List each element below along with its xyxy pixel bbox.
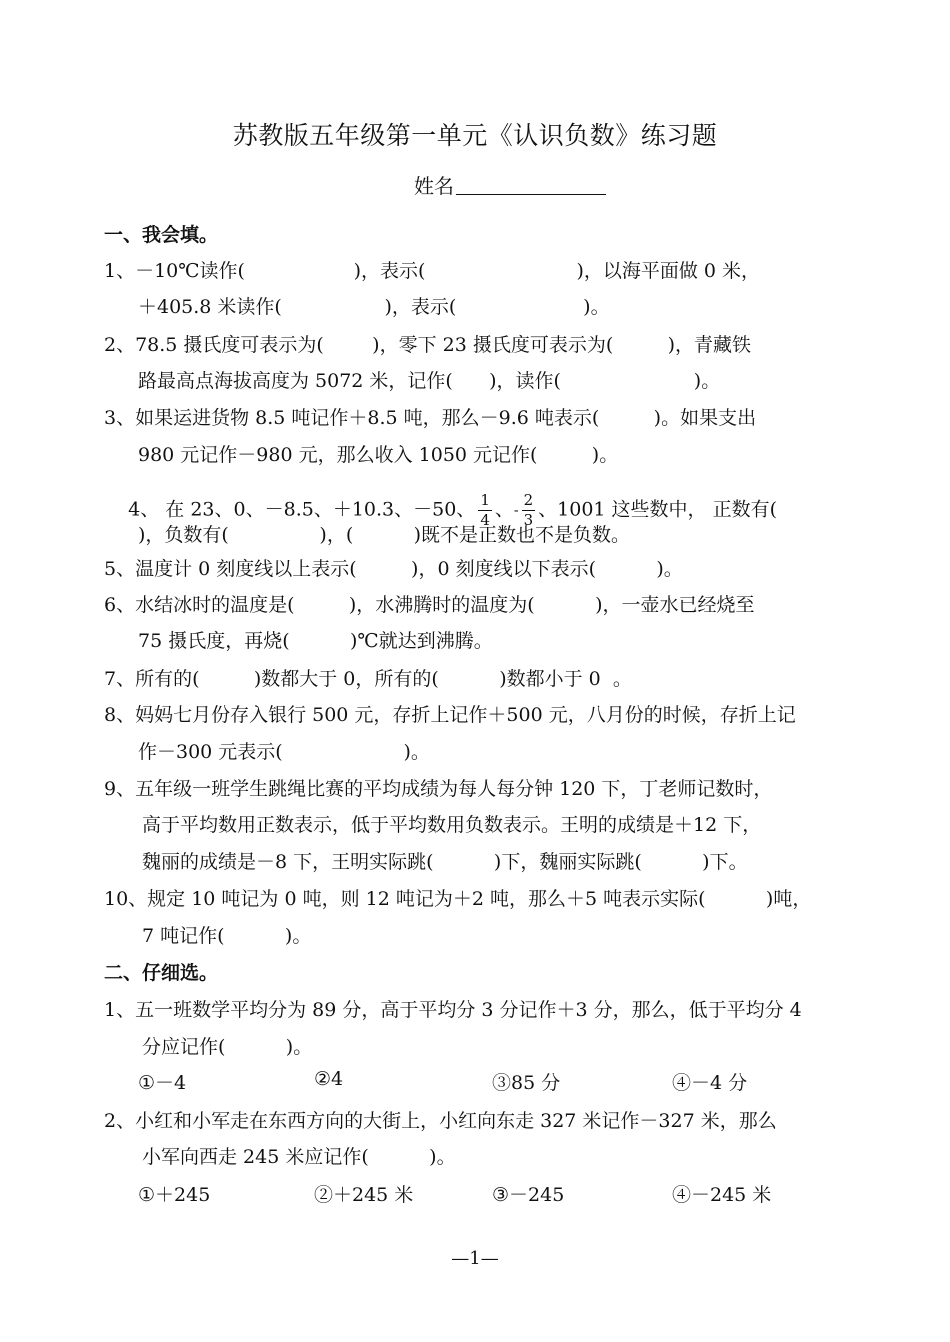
q2-line1: 2、78.5 摄氏度可表示为( )，零下 23 摄氏度可表示为( )，青藏铁: [104, 334, 752, 356]
fraction-numerator: 1: [480, 491, 490, 509]
q9-line3: 魏丽的成绩是－8 下，王明实际跳( )下，魏丽实际跳( )下。: [142, 851, 748, 873]
q7-line: 7、所有的( )数都大于 0，所有的( )数都小于 0 。: [104, 668, 632, 690]
name-field: [414, 170, 606, 199]
s2-q2-option-1: ①＋245: [138, 1184, 211, 1206]
q4-line1-end: 、1001 这些数中， 正数有(: [538, 498, 778, 521]
s2-q2-line1: 2、小红和小军走在东西方向的大街上，小红向东走 327 米记作－327 米，那么: [104, 1110, 777, 1132]
s2-q2-line2: 小军向西走 245 米应记作( )。: [142, 1146, 456, 1168]
negative-sign: -: [513, 502, 519, 519]
q6-line2: 75 摄氏度，再烧( )℃就达到沸腾。: [138, 630, 493, 652]
q8-line1: 8、妈妈七月份存入银行 500 元，存折上记作＋500 元，八月份的时候，存折上记: [104, 704, 796, 726]
q10-line1: 10、规定 10 吨记为 0 吨，则 12 吨记为＋2 吨，那么＋5 吨表示实际( )吨，: [104, 888, 812, 910]
name-blank: [456, 174, 606, 195]
page-title: 苏教版五年级第一单元《认识负数》练习题: [232, 121, 718, 150]
q8-line2: 作－300 元表示( )。: [138, 741, 430, 763]
s2-q1-option-1: ①－4: [138, 1072, 187, 1094]
section-1-heading: 一、我会填。: [104, 224, 219, 246]
q3-line2: 980 元记作－980 元，那么收入 1050 元记作( )。: [138, 444, 619, 466]
q9-line2: 高于平均数用正数表示，低于平均数用负数表示。王明的成绩是＋12 下，: [142, 814, 762, 836]
q4-line2: )，负数有( )，( )既不是正数也不是负数。: [138, 524, 631, 546]
q10-line2: 7 吨记作( )。: [142, 925, 312, 947]
q4-separator: 、: [494, 498, 514, 521]
q1-line2: ＋405.8 米读作( )，表示( )。: [138, 296, 610, 318]
q3-line1: 3、如果运进货物 8.5 吨记作＋8.5 吨，那么－9.6 吨表示( )。如果支出: [104, 407, 757, 429]
s2-q1-option-2: ②4: [314, 1068, 344, 1090]
q1-line1: 1、－10℃读作( )，表示( )，以海平面做 0 米，: [104, 260, 761, 282]
q9-line1: 9、五年级一班学生跳绳比赛的平均成绩为每人每分钟 120 下，丁老师记数时，: [104, 778, 773, 800]
s2-q2-option-2: ②＋245 米: [314, 1184, 414, 1206]
name-label: 姓名: [414, 174, 454, 198]
q5-line: 5、温度计 0 刻度线以上表示( )，0 刻度线以下表示( )。: [104, 558, 683, 580]
s2-q1-option-4: ④－4 分: [672, 1072, 748, 1094]
s2-q2-option-4: ④－245 米: [672, 1184, 772, 1206]
q6-line1: 6、水结冰时的温度是( )，水沸腾时的温度为( )，一壶水已经烧至: [104, 594, 755, 616]
page-number: —1—: [451, 1248, 499, 1269]
s2-q1-line1: 1、五一班数学平均分为 89 分，高于平均分 3 分记作＋3 分，那么，低于平均分 4: [104, 999, 802, 1021]
fraction-denominator: 3: [523, 511, 534, 529]
q2-line2: 路最高点海拔高度为 5072 米，记作( )，读作( )。: [138, 370, 721, 392]
s2-q2-option-3: ③－245: [492, 1184, 565, 1206]
section-2-heading: 二、仔细选。: [104, 962, 219, 984]
fraction-denominator: 4: [480, 511, 490, 529]
fraction-numerator: 2: [523, 491, 534, 509]
s2-q1-line2: 分应记作( )。: [142, 1036, 313, 1058]
s2-q1-option-3: ③85 分: [492, 1072, 561, 1094]
q4-line1-start: 4、 在 23、0、－8.5、＋10.3、－50、: [128, 498, 476, 521]
